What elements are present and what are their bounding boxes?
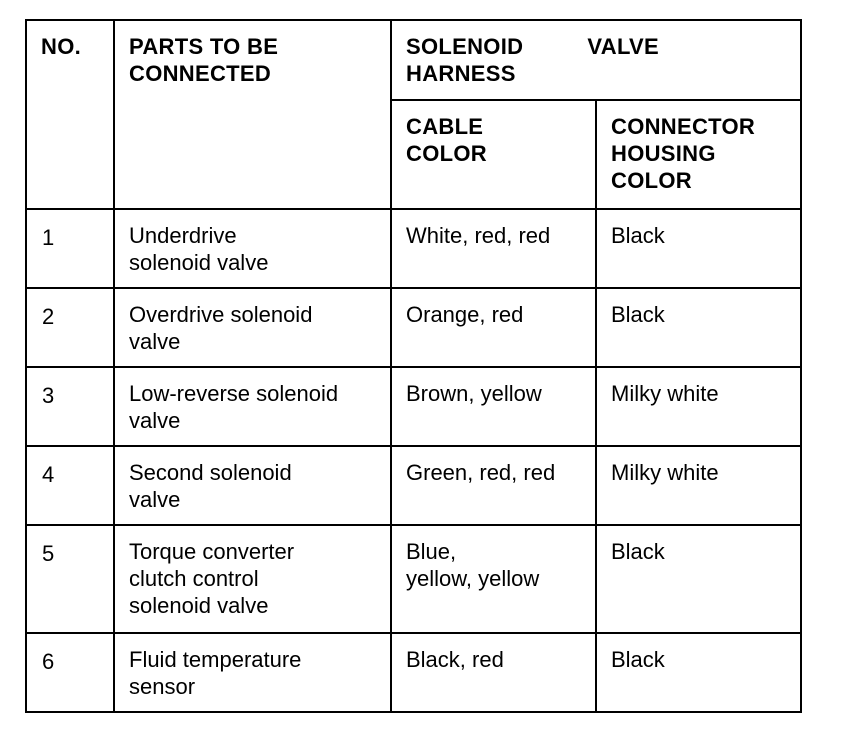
row-cable-color: Blue, yellow, yellow [406, 539, 540, 591]
solenoid-harness-table [25, 19, 802, 713]
row-part: Low-reverse solenoid valve [129, 381, 339, 433]
row-cable-color: Orange, red [406, 302, 524, 327]
row-part: Overdrive solenoid valve [129, 302, 313, 354]
row-number: 4 [26, 446, 114, 525]
row-part: Second solenoid valve [129, 460, 292, 512]
header-cable-color [391, 100, 596, 209]
row-cable-color: Brown, yellow [406, 381, 542, 406]
table-row [26, 633, 801, 712]
table-row [26, 525, 801, 633]
table-row [26, 209, 801, 288]
header-connector-housing-color [596, 100, 801, 209]
row-number: 5 [26, 525, 114, 633]
row-housing-color: Milky white [611, 381, 719, 406]
header-parts-to-be-connected [114, 20, 391, 209]
row-number: 3 [26, 367, 114, 446]
row-part: Fluid temperature sensor [129, 647, 302, 699]
row-part: Torque converter clutch control solenoid valve [129, 539, 295, 618]
row-cable-color: Green, red, red [406, 460, 556, 485]
row-housing-color: Black [611, 647, 665, 672]
header-connector-housing-text: CONNECTOR HOUSING COLOR [611, 114, 756, 193]
row-housing-color: Black [611, 539, 665, 564]
header-no-text: NO. [41, 34, 82, 59]
solenoid-harness-table-sheet [25, 19, 802, 713]
row-cable-color: White, red, red [406, 223, 551, 248]
row-number: 1 [26, 209, 114, 288]
table-row [26, 367, 801, 446]
row-number: 2 [26, 288, 114, 367]
row-housing-color: Black [611, 302, 665, 327]
row-housing-color: Black [611, 223, 665, 248]
table-row [26, 446, 801, 525]
header-solenoid-text: SOLENOID VALVE HARNESS [406, 34, 660, 86]
row-housing-color: Milky white [611, 460, 719, 485]
header-cable-color-text: CABLE COLOR [406, 114, 487, 166]
row-number: 6 [26, 633, 114, 712]
table-row [26, 288, 801, 367]
header-solenoid-valve-harness [391, 20, 801, 100]
header-no [26, 20, 114, 209]
row-cable-color: Black, red [406, 647, 504, 672]
row-part: Underdrive solenoid valve [129, 223, 269, 275]
header-row-top [26, 20, 801, 100]
header-parts-text: PARTS TO BE CONNECTED [129, 34, 279, 86]
